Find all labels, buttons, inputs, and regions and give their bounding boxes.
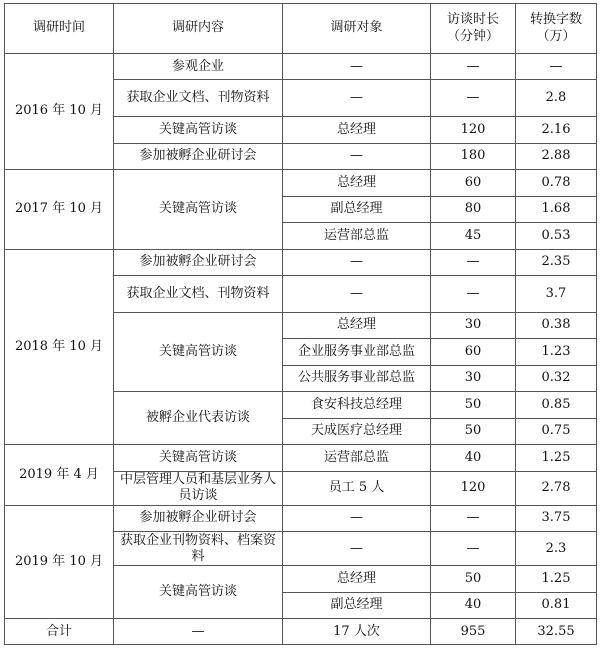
target-cell: — [283,80,431,117]
header-time: 调研时间 [5,4,114,54]
header-content: 调研内容 [114,4,283,54]
header-row [5,4,597,54]
target-cell: — [283,276,431,313]
words-cell: 0.85 [516,392,597,418]
table-row [5,170,597,196]
words-cell: 1.23 [516,339,597,365]
total-target: 17 人次 [283,619,431,645]
target-cell: 员工 5 人 [283,471,431,505]
total-words: 32.55 [516,619,597,645]
words-cell: 0.78 [516,170,597,196]
duration-cell: — [431,276,516,313]
words-cell: 2.35 [516,249,597,275]
target-cell: — [283,505,431,531]
content-cell: 参加被孵企业研讨会 [114,249,283,275]
content-cell: 获取企业刊物资料、档案资料 [114,532,283,566]
duration-cell: — [431,249,516,275]
table-row [5,505,597,531]
target-cell: 总经理 [283,117,431,143]
duration-cell: 120 [431,117,516,143]
words-cell: 0.32 [516,365,597,391]
duration-cell: 60 [431,339,516,365]
header-duration: 访谈时长（分钟） [431,4,516,54]
words-cell: 2.16 [516,117,597,143]
duration-cell: 60 [431,170,516,196]
duration-cell: 30 [431,365,516,391]
time-cell: 2018 年 10 月 [5,249,114,445]
target-cell: 总经理 [283,170,431,196]
duration-cell: — [431,54,516,80]
target-cell: 副总经理 [283,592,431,618]
words-cell: 1.25 [516,566,597,592]
duration-cell: 120 [431,471,516,505]
content-cell: 关键高管访谈 [114,170,283,249]
duration-cell: 50 [431,418,516,444]
words-cell: — [516,54,597,80]
target-cell: — [283,143,431,169]
duration-cell: 50 [431,392,516,418]
content-cell: 参观企业 [114,54,283,80]
duration-cell: — [431,532,516,566]
header-words: 转换字数（万） [516,4,597,54]
words-cell: 2.8 [516,80,597,117]
total-row [5,619,597,645]
target-cell: 运营部总监 [283,223,431,249]
duration-cell: 30 [431,312,516,338]
duration-cell: 50 [431,566,516,592]
total-label: 合计 [5,619,114,645]
duration-cell: 180 [431,143,516,169]
time-cell: 2019 年 10 月 [5,505,114,619]
content-cell: 关键高管访谈 [114,566,283,619]
target-cell: 公共服务事业部总监 [283,365,431,391]
content-cell: 关键高管访谈 [114,117,283,143]
target-cell: 企业服务事业部总监 [283,339,431,365]
target-cell: 运营部总监 [283,445,431,471]
research-table [4,3,597,645]
duration-cell: 80 [431,196,516,222]
duration-cell: 40 [431,445,516,471]
table-row [5,54,597,80]
time-cell: 2016 年 10 月 [5,54,114,170]
duration-cell: — [431,80,516,117]
target-cell: 天成医疗总经理 [283,418,431,444]
words-cell: 1.68 [516,196,597,222]
time-cell: 2017 年 10 月 [5,170,114,249]
duration-cell: 40 [431,592,516,618]
words-cell: 2.3 [516,532,597,566]
header-target: 调研对象 [283,4,431,54]
duration-cell: 45 [431,223,516,249]
content-cell: 被孵企业代表访谈 [114,392,283,445]
target-cell: 副总经理 [283,196,431,222]
words-cell: 3.75 [516,505,597,531]
total-duration: 955 [431,619,516,645]
table-row [5,249,597,275]
words-cell: 3.7 [516,276,597,313]
words-cell: 2.78 [516,471,597,505]
target-cell: — [283,532,431,566]
words-cell: 0.81 [516,592,597,618]
target-cell: — [283,249,431,275]
target-cell: 总经理 [283,312,431,338]
words-cell: 0.38 [516,312,597,338]
content-cell: 参加被孵企业研讨会 [114,505,283,531]
words-cell: 0.75 [516,418,597,444]
target-cell: — [283,54,431,80]
content-cell: 参加被孵企业研讨会 [114,143,283,169]
time-cell: 2019 年 4 月 [5,445,114,506]
table-row [5,445,597,471]
words-cell: 0.53 [516,223,597,249]
words-cell: 2.88 [516,143,597,169]
content-cell: 关键高管访谈 [114,312,283,391]
words-cell: 1.25 [516,445,597,471]
content-cell: 关键高管访谈 [114,445,283,471]
target-cell: 食安科技总经理 [283,392,431,418]
duration-cell: — [431,505,516,531]
content-cell: 获取企业文档、刊物资料 [114,80,283,117]
content-cell: 获取企业文档、刊物资料 [114,276,283,313]
target-cell: 总经理 [283,566,431,592]
total-content: — [114,619,283,645]
content-cell: 中层管理人员和基层业务人员访谈 [114,471,283,505]
